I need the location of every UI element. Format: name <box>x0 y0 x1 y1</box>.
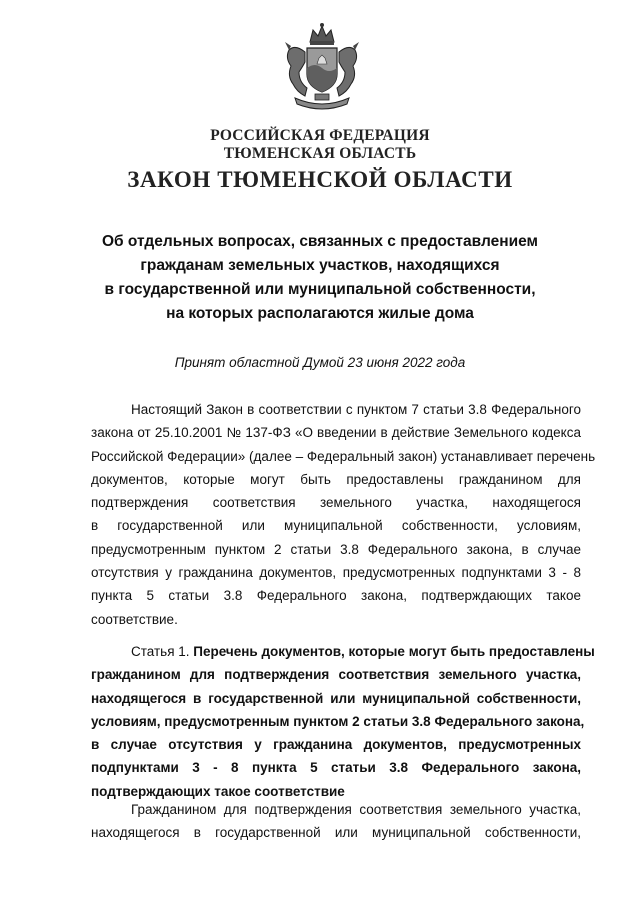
preamble-line: Российской Федерации» (далее – Федеральный закон) устанавливает перечень <box>91 448 596 464</box>
article-heading-line: подпунктами 3 - 8 пункта 5 статьи 3.8 Федерального закона, <box>91 760 581 776</box>
preamble-line: соответствие. <box>91 611 178 627</box>
article-heading-line: гражданином для подтверждения соответствия земельного участка, <box>91 667 581 683</box>
preamble-line: подтверждения соответствия земельного участка, находящегося <box>91 495 581 511</box>
article-text-line: находящегося в государственной или муниципальной собственности, <box>91 825 581 841</box>
article-1-text <box>91 798 581 845</box>
region-heading: ТЮМЕНСКАЯ ОБЛАСТЬ <box>223 145 417 162</box>
country-heading: РОССИЙСКАЯ ФЕДЕРАЦИЯ <box>210 127 430 144</box>
article-heading-text: Перечень документов, которые могут быть предоставлены <box>193 644 595 659</box>
law-title-line: на которых располагаются жилые дома <box>166 305 474 322</box>
preamble-line: предусмотренным пунктом 2 статьи 3.8 Федерального закона, в случае <box>91 541 581 557</box>
law-title-line: в государственной или муниципальной собственности, <box>104 281 536 298</box>
article-heading-line: в случае отсутствия у гражданина документов, предусмотренных <box>91 737 581 753</box>
law-title <box>60 230 580 326</box>
preamble-line: Настоящий Закон в соответствии с пунктом 7 статьи 3.8 Федерального <box>131 402 581 417</box>
article-heading-line: условиям, предусмотренным пунктом 2 статьи 3.8 Федерального закона, <box>91 713 585 729</box>
law-title-line: Об отдельных вопросах, связанных с предоставлением <box>102 233 538 250</box>
law-title-line: гражданам земельных участков, находящихся <box>140 257 500 274</box>
preamble-line: документов, которые могут быть предоставлены гражданином для <box>91 471 581 487</box>
preamble-line: закона от 25.10.2001 № 137-ФЗ «О введении в действие Земельного кодекса <box>91 425 581 441</box>
law-type-heading: ЗАКОН ТЮМЕНСКОЙ ОБЛАСТИ <box>127 167 513 192</box>
preamble-paragraph <box>91 398 596 631</box>
preamble-line: отсутствия у гражданина документов, предусмотренных подпунктами 3 - 8 <box>91 565 581 581</box>
tyumen-coat-of-arms-emblem <box>277 22 367 114</box>
preamble-line: в государственной или муниципальной собственности, условиям, <box>91 518 581 534</box>
article-1-heading <box>91 640 595 803</box>
preamble-line: пункта 5 статьи 3.8 Федерального закона, подтверждающих такое <box>91 588 581 604</box>
article-heading-line: находящегося в государственной или муниципальной собственности, <box>91 690 581 706</box>
article-heading-line: подтверждающих такое соответствие <box>91 783 345 799</box>
article-heading-line <box>91 640 595 663</box>
adoption-note: Принят областной Думой 23 июня 2022 года <box>174 355 466 370</box>
article-label: Статья 1. <box>131 644 194 659</box>
article-text-line: Гражданином для подтверждения соответствия земельного участка, <box>131 802 581 817</box>
